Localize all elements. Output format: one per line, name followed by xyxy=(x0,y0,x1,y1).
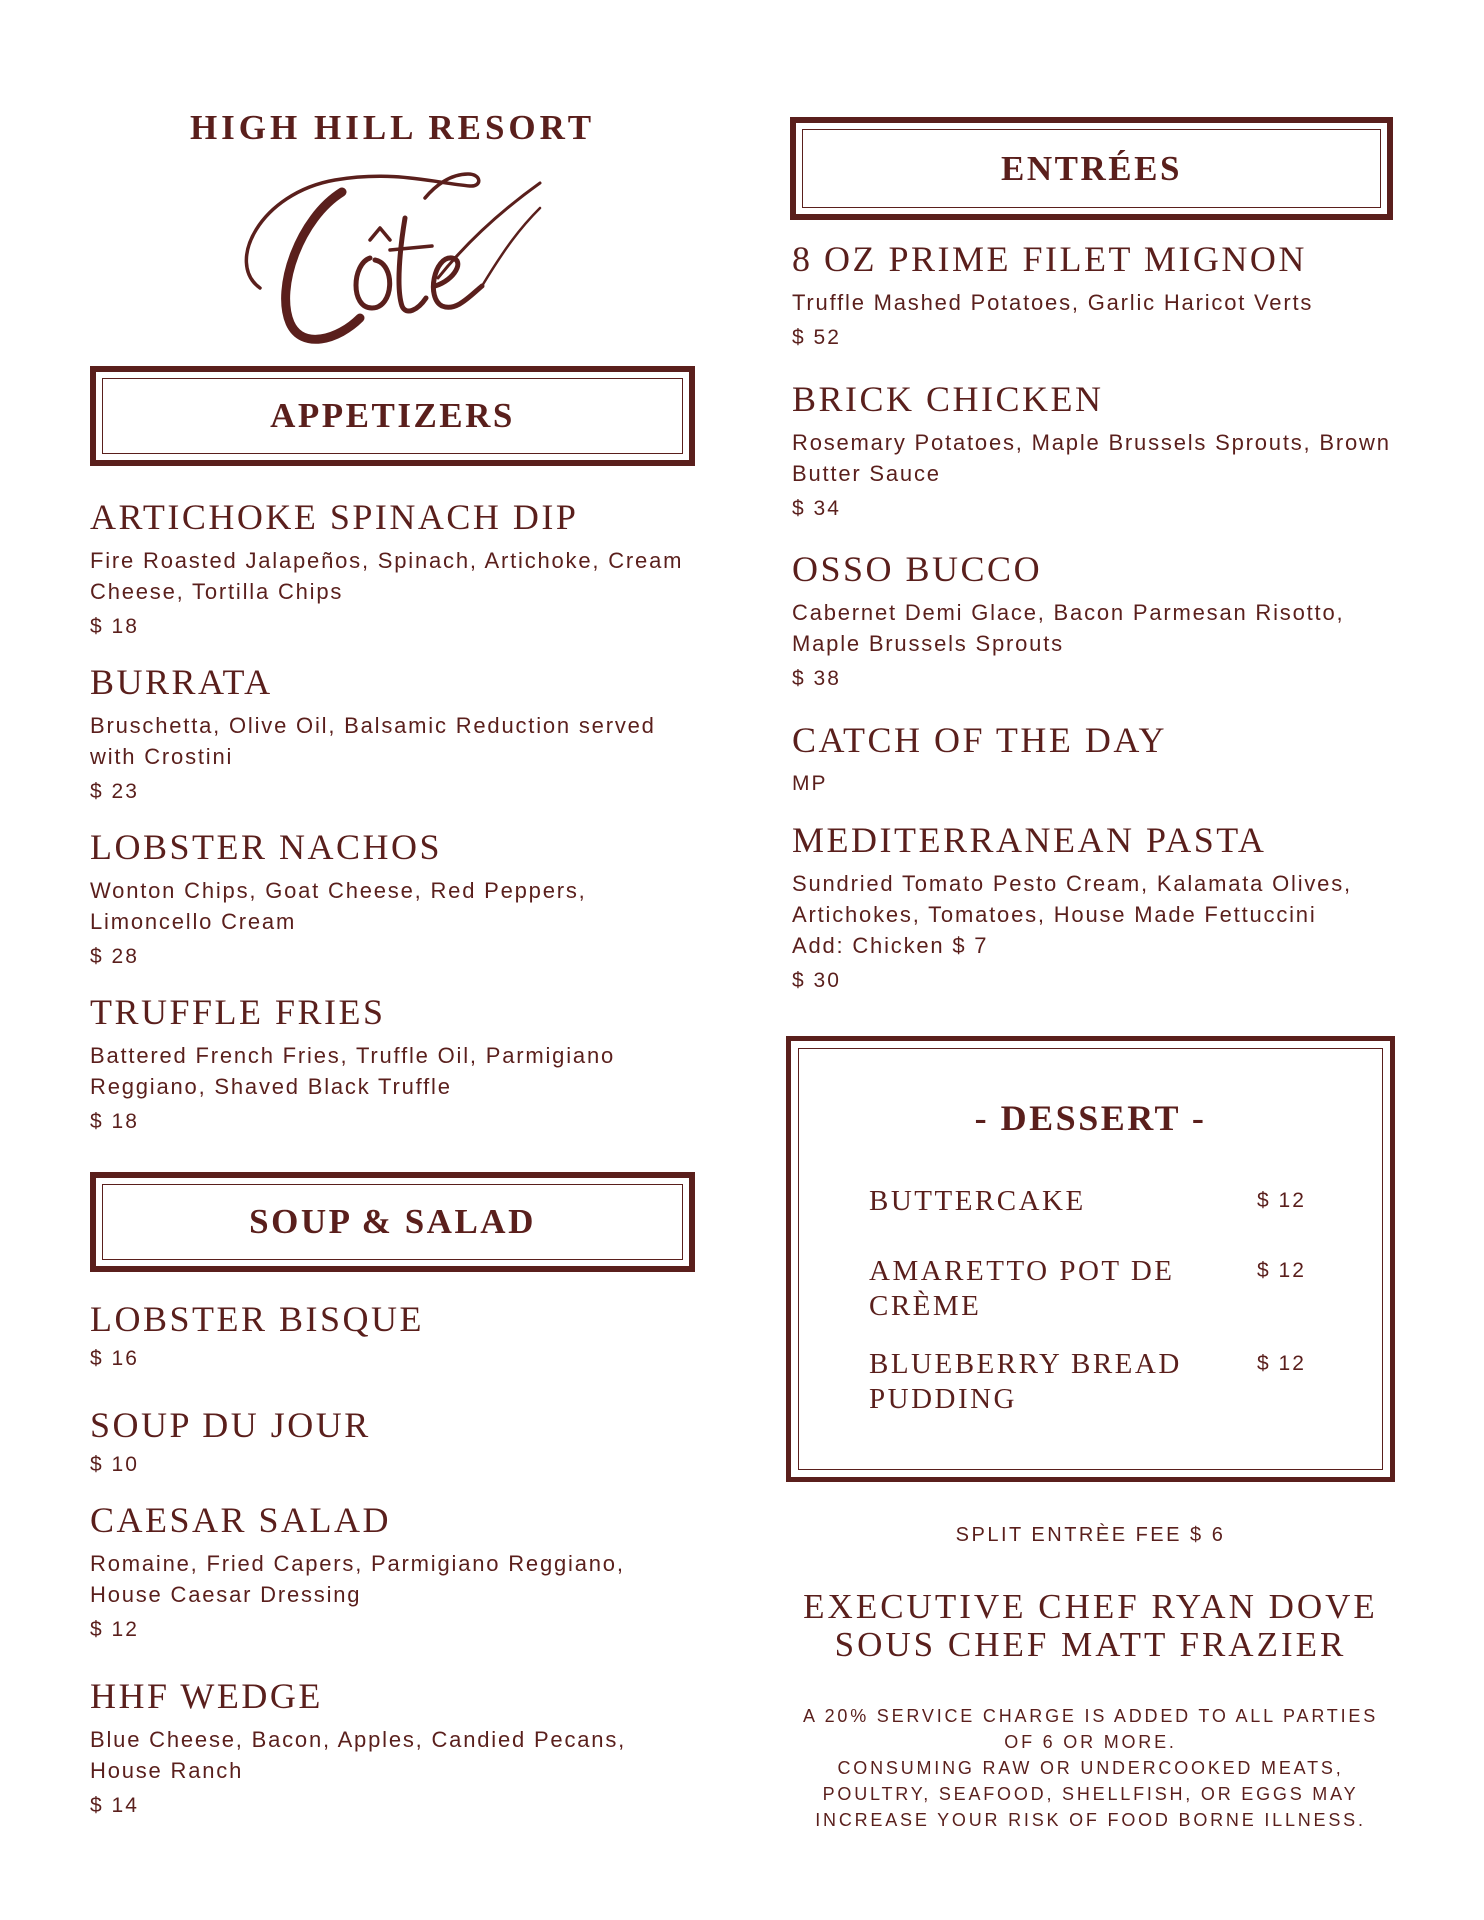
item-description: Cabernet Demi Glace, Bacon Parmesan Risotto, Maple Brussels Sprouts xyxy=(792,600,1345,656)
soup-salad-heading-box xyxy=(90,1172,695,1272)
item-addon: Add: Chicken $ 7 xyxy=(792,933,989,958)
dessert-price: $ 12 xyxy=(1257,1259,1306,1282)
appetizers-heading: APPETIZERS xyxy=(102,378,683,454)
menu-item xyxy=(792,549,1397,693)
dessert-inner-frame xyxy=(798,1048,1383,1470)
menu-item xyxy=(792,379,1397,523)
item-name: LOBSTER NACHOS xyxy=(90,827,443,867)
dessert-box xyxy=(786,1036,1395,1482)
service-notice xyxy=(788,1703,1393,1833)
item-description: Romaine, Fried Capers, Parmigiano Reggiano, House Caesar Dressing xyxy=(90,1551,625,1607)
item-description: Bruschetta, Olive Oil, Balsamic Reduction served with Crostini xyxy=(90,713,656,769)
menu-item xyxy=(792,239,1397,352)
menu-item xyxy=(90,1405,695,1479)
item-price: $ 52 xyxy=(792,326,841,349)
item-price: $ 38 xyxy=(792,667,841,690)
dessert-name: BUTTERCAKE xyxy=(869,1185,1086,1217)
item-name: SOUP DU JOUR xyxy=(90,1405,371,1445)
item-name: HHF WEDGE xyxy=(90,1676,323,1716)
cote-logo xyxy=(220,168,560,358)
item-description: Rosemary Potatoes, Maple Brussels Sprouts, Brown Butter Sauce xyxy=(792,430,1391,486)
item-price: $ 28 xyxy=(90,945,139,968)
menu-item xyxy=(90,992,695,1136)
item-price: $ 34 xyxy=(792,497,841,520)
item-name: CATCH OF THE DAY xyxy=(792,720,1168,760)
item-description: Battered French Fries, Truffle Oil, Parmigiano Reggiano, Shaved Black Truffle xyxy=(90,1043,616,1099)
item-name: MEDITERRANEAN PASTA xyxy=(792,820,1267,860)
item-price: $ 23 xyxy=(90,780,139,803)
item-price: $ 10 xyxy=(90,1453,139,1476)
menu-item xyxy=(90,1676,695,1820)
entrees-heading-box xyxy=(790,117,1393,220)
item-price: $ 18 xyxy=(90,1110,139,1133)
dessert-heading: - DESSERT - xyxy=(974,1098,1207,1138)
executive-chef: EXECUTIVE CHEF RYAN DOVE xyxy=(803,1587,1378,1626)
menu-item xyxy=(90,1500,695,1644)
menu-item xyxy=(90,662,695,806)
dessert-item xyxy=(869,1184,1319,1219)
menu-item xyxy=(792,820,1397,995)
item-price: $ 16 xyxy=(90,1347,139,1370)
menu-item xyxy=(792,720,1397,798)
item-description: Blue Cheese, Bacon, Apples, Candied Pecans, House Ranch xyxy=(90,1727,627,1783)
food-safety-notice: CONSUMING RAW OR UNDERCOOKED MEATS, POULTRY, SEAFOOD, SHELLFISH, OR EGGS MAY INCREASE YOUR RISK OF FOOD BORNE ILLNESS. xyxy=(815,1758,1366,1830)
item-description: Sundried Tomato Pesto Cream, Kalamata Olives, Artichokes, Tomatoes, House Made Fettuccini xyxy=(792,871,1352,927)
split-entree-fee: SPLIT ENTRÈE FEE $ 6 xyxy=(955,1524,1226,1546)
service-charge-notice: A 20% SERVICE CHARGE IS ADDED TO ALL PARTIES OF 6 OR MORE. xyxy=(802,1706,1379,1752)
item-name: 8 OZ PRIME FILET MIGNON xyxy=(792,239,1307,279)
item-description: Fire Roasted Jalapeños, Spinach, Artichoke, Cream Cheese, Tortilla Chips xyxy=(90,548,684,604)
menu-item xyxy=(90,497,695,641)
item-price: $ 12 xyxy=(90,1618,139,1641)
sous-chef: SOUS CHEF MATT FRAZIER xyxy=(834,1625,1347,1664)
dessert-name: AMARETTO POT DE CRÈME xyxy=(869,1255,1175,1322)
item-name: ARTICHOKE SPINACH DIP xyxy=(90,497,579,537)
dessert-price: $ 12 xyxy=(1257,1352,1306,1375)
item-name: TRUFFLE FRIES xyxy=(90,992,386,1032)
dessert-name: BLUEBERRY BREAD PUDDING xyxy=(869,1348,1182,1415)
dessert-item xyxy=(869,1347,1319,1417)
item-name: OSSO BUCCO xyxy=(792,549,1043,589)
menu-item xyxy=(90,1299,695,1373)
item-price: $ 30 xyxy=(792,969,841,992)
entrees-heading: ENTRÉES xyxy=(802,129,1381,208)
item-description: Truffle Mashed Potatoes, Garlic Haricot Verts xyxy=(792,290,1314,315)
menu-item xyxy=(90,827,695,971)
soup-salad-heading: SOUP & SALAD xyxy=(102,1184,683,1260)
item-name: BURRATA xyxy=(90,662,273,702)
item-name: CAESAR SALAD xyxy=(90,1500,392,1540)
dessert-item xyxy=(869,1254,1319,1324)
resort-name: HIGH HILL RESORT xyxy=(189,108,596,147)
chef-credits xyxy=(788,1588,1393,1664)
appetizers-heading-box xyxy=(90,366,695,466)
item-price: $ 18 xyxy=(90,615,139,638)
dessert-price: $ 12 xyxy=(1257,1189,1306,1212)
item-price: MP xyxy=(792,772,828,795)
item-name: BRICK CHICKEN xyxy=(792,379,1104,419)
item-price: $ 14 xyxy=(90,1794,139,1817)
item-description: Wonton Chips, Goat Cheese, Red Peppers, Limoncello Cream xyxy=(90,878,587,934)
item-name: LOBSTER BISQUE xyxy=(90,1299,425,1339)
